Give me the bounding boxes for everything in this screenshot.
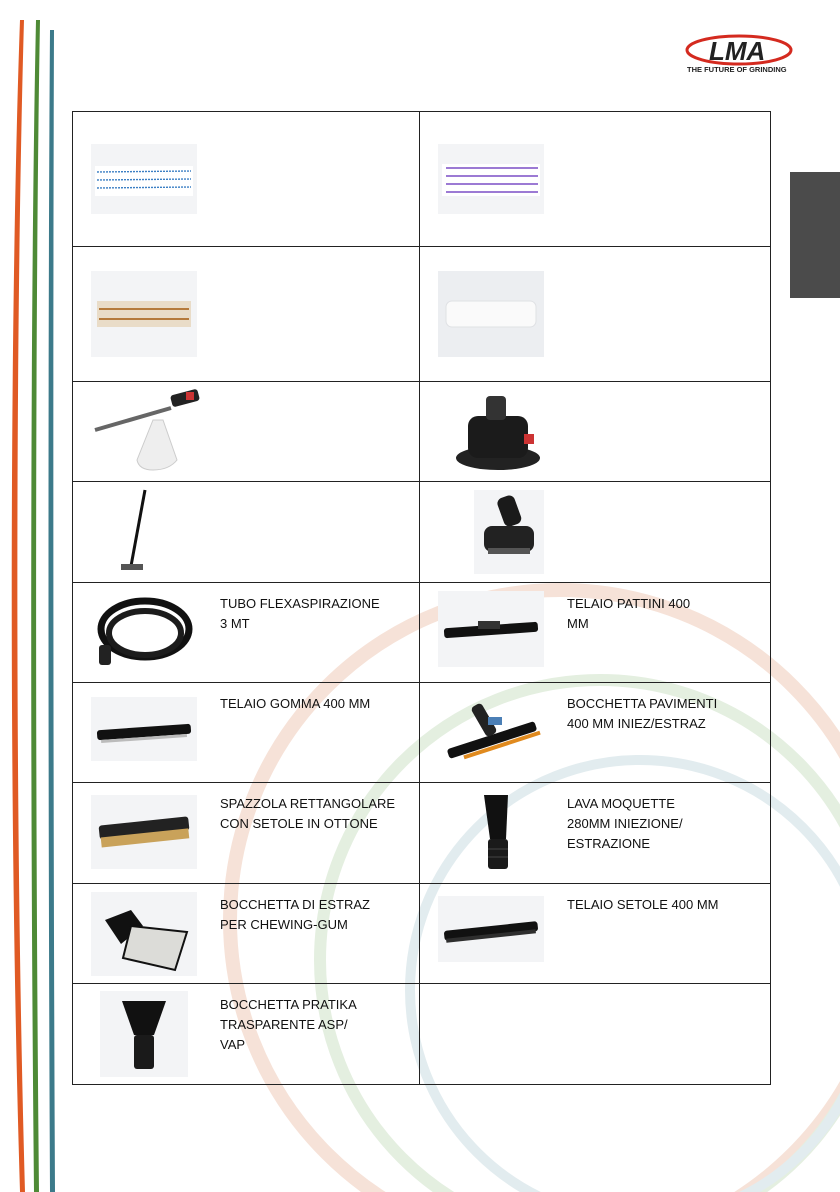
item-label: BOCCHETTA PAVIMENTI 400 MM INIEZ/ESTRAZ bbox=[567, 696, 718, 731]
table-cell bbox=[419, 884, 766, 983]
table-cell bbox=[73, 583, 419, 682]
item-label: BOCCHETTA PRATIKA TRASPARENTE ASP/ VAP bbox=[220, 997, 357, 1052]
carpet-nozzle-image bbox=[464, 789, 534, 879]
motor-unit-image bbox=[450, 386, 550, 476]
rubber-frame-image bbox=[91, 697, 197, 761]
side-stripes bbox=[0, 0, 60, 1192]
item-label: BOCCHETTA DI ESTRAZ PER CHEWING-GUM bbox=[220, 897, 370, 932]
bristle-frame-image bbox=[438, 896, 544, 962]
item-label: SPAZZOLA RETTANGOLARE CON SETOLE IN OTTONE bbox=[220, 796, 396, 831]
table-cell bbox=[73, 247, 419, 381]
table-cell bbox=[419, 783, 766, 883]
brass-brush-image bbox=[91, 795, 197, 869]
table-row bbox=[73, 582, 770, 682]
table-cell bbox=[419, 112, 766, 246]
table-cell bbox=[419, 583, 766, 682]
table-row bbox=[73, 381, 770, 481]
table-cell bbox=[419, 683, 766, 782]
flex-hose-image bbox=[91, 589, 201, 673]
brand-logo bbox=[673, 26, 803, 86]
table-row bbox=[73, 782, 770, 883]
logo-swoosh-icon bbox=[673, 26, 803, 86]
logo-tagline: THE FUTURE OF GRINDING bbox=[687, 65, 787, 74]
floor-nozzle-image bbox=[442, 689, 542, 775]
section-tab bbox=[790, 172, 840, 298]
table-cell bbox=[73, 382, 419, 481]
table-row bbox=[73, 883, 770, 983]
table-cell bbox=[419, 984, 766, 1084]
table-cell bbox=[419, 482, 766, 582]
table-cell bbox=[73, 884, 419, 983]
pad-frame-image bbox=[438, 591, 544, 667]
microfiber-pad-blue-image bbox=[91, 144, 197, 214]
table-cell bbox=[73, 783, 419, 883]
pratika-nozzle-image bbox=[100, 991, 188, 1077]
table-cell bbox=[419, 382, 766, 481]
table-row bbox=[73, 983, 770, 1084]
logo-text: LMA bbox=[709, 36, 766, 66]
turbo-brush-image bbox=[474, 490, 544, 574]
brown-pad-image bbox=[91, 271, 197, 357]
item-label: TELAIO GOMMA 400 MM bbox=[220, 696, 371, 711]
table-row bbox=[73, 112, 770, 246]
table-row bbox=[73, 481, 770, 582]
table-cell bbox=[73, 683, 419, 782]
chewing-gum-nozzle-image bbox=[91, 892, 197, 976]
table-row bbox=[73, 682, 770, 782]
item-label: TELAIO PATTINI 400 MM bbox=[567, 596, 691, 631]
white-pad-image bbox=[438, 271, 544, 357]
sprayer-bottle-image bbox=[91, 386, 201, 476]
table-row bbox=[73, 246, 770, 381]
table-cell bbox=[73, 112, 419, 246]
item-label: TELAIO SETOLE 400 MM bbox=[567, 897, 719, 912]
item-label: LAVA MOQUETTE 280MM INIEZIONE/ ESTRAZIONE bbox=[567, 796, 683, 851]
table-cell bbox=[73, 984, 419, 1084]
wand-tube-image bbox=[109, 488, 169, 576]
table-cell bbox=[73, 482, 419, 582]
microfiber-pad-purple-image bbox=[438, 144, 544, 214]
table-cell bbox=[419, 247, 766, 381]
product-table bbox=[72, 111, 771, 1085]
item-label: TUBO FLEXASPIRAZIONE 3 MT bbox=[220, 596, 380, 631]
